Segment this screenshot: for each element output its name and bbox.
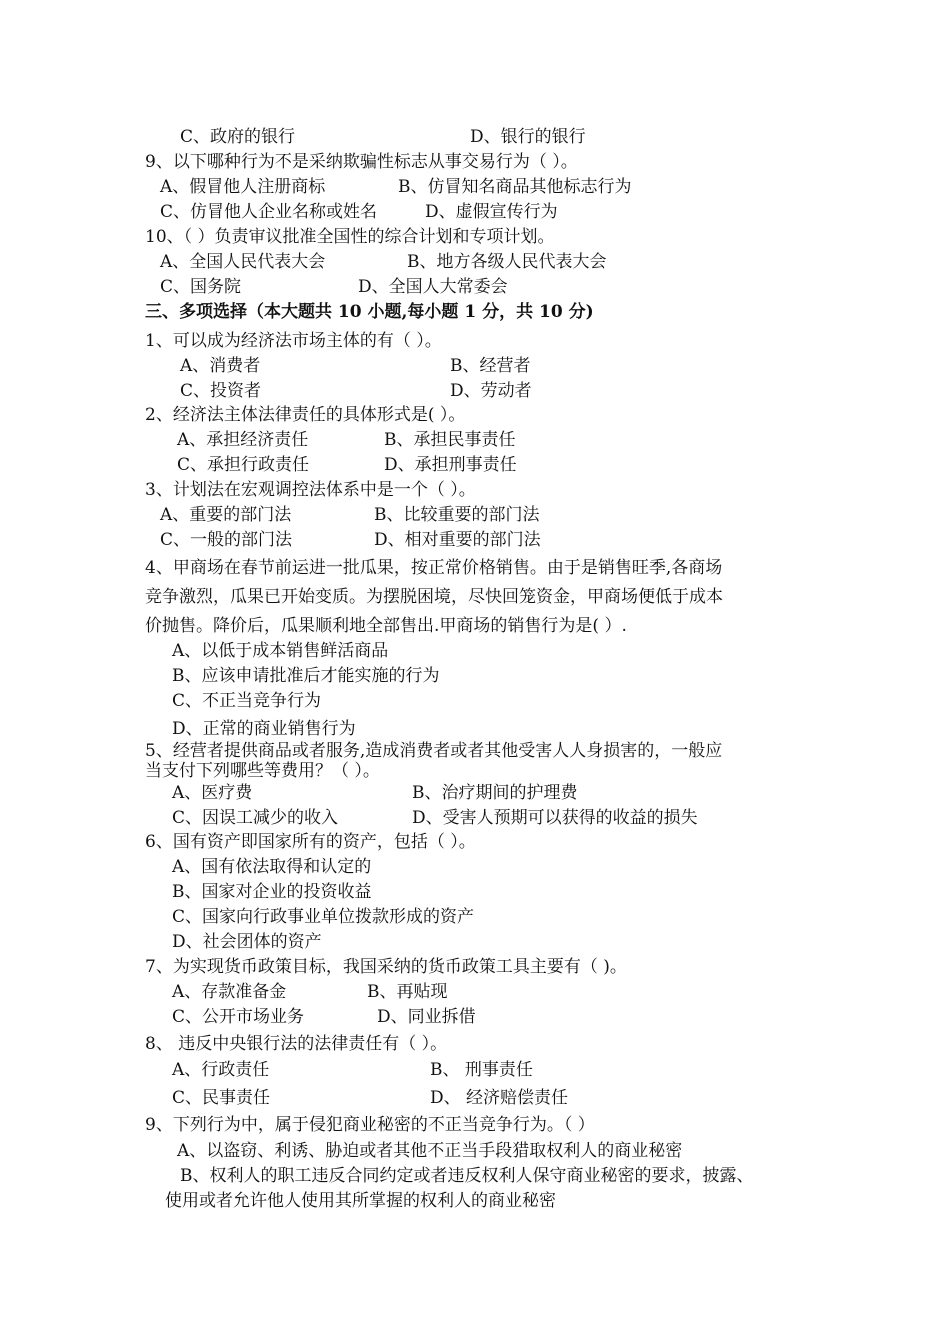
q10-option-d: D、全国人大常委会 bbox=[358, 277, 508, 297]
q10-stem: 10、（ ）负责审议批准全国性的综合计划和专项计划。 bbox=[145, 227, 555, 247]
section-heading: 三、多项选择（本大题共 10 小题,每小题 1 分，共 10 分) bbox=[145, 302, 594, 322]
mq2-option-d: D、承担刑事责任 bbox=[384, 455, 517, 475]
q10-option-c: C、国务院 bbox=[160, 277, 242, 297]
mq7-option-b: B、再贴现 bbox=[367, 982, 448, 1002]
mq2-stem: 2、经济法主体法律责任的具体形式是( ）。 bbox=[145, 405, 466, 425]
mq8-option-b: B、 刑事责任 bbox=[430, 1060, 533, 1080]
mq7-option-d: D、同业拆借 bbox=[377, 1007, 476, 1027]
mq5-option-a: A、医疗费 bbox=[172, 783, 253, 803]
mq8-option-c: C、民事责任 bbox=[172, 1088, 271, 1108]
q9-option-b: B、仿冒知名商品其他标志行为 bbox=[398, 177, 632, 197]
mq2-option-a: A、承担经济责任 bbox=[177, 430, 309, 450]
mq1-option-b: B、经营者 bbox=[450, 356, 531, 376]
mq2-option-c: C、承担行政责任 bbox=[177, 455, 310, 475]
mq8-option-a: A、行政责任 bbox=[172, 1060, 270, 1080]
q10-option-b: B、地方各级人民代表大会 bbox=[407, 252, 607, 272]
mq5-stem-line2: 当支付下列哪些等费用？（ ）。 bbox=[145, 761, 380, 781]
q9-stem: 9、以下哪种行为不是采纳欺骗性标志从事交易行为（ ）。 bbox=[145, 152, 578, 172]
mq9-stem: 9、下列行为中，属于侵犯商业秘密的不正当竞争行为。（ ） bbox=[145, 1115, 595, 1135]
mq1-option-d: D、劳动者 bbox=[450, 381, 532, 401]
mq9-option-b-line2: 使用或者允许他人使用其所掌握的权利人的商业秘密 bbox=[165, 1191, 556, 1211]
mq9-option-a: A、以盗窃、利诱、胁迫或者其他不正当手段猎取权利人的商业秘密 bbox=[177, 1141, 683, 1161]
mq4-option-b: B、应该申请批准后才能实施的行为 bbox=[172, 666, 440, 686]
mq3-option-c: C、一般的部门法 bbox=[160, 530, 293, 550]
mq1-stem: 1、可以成为经济法市场主体的有（ ）。 bbox=[145, 331, 442, 351]
mq7-option-a: A、存款准备金 bbox=[172, 982, 287, 1002]
mq6-option-b: B、国家对企业的投资收益 bbox=[172, 882, 372, 902]
q9-option-d: D、虚假宣传行为 bbox=[425, 202, 558, 222]
mq9-option-b-line1: B、权利人的职工违反合同约定或者违反权利人保守商业秘密的要求，披露、 bbox=[180, 1166, 754, 1186]
q9-option-c: C、仿冒他人企业名称或姓名 bbox=[160, 202, 378, 222]
mq3-stem: 3、计划法在宏观调控法体系中是一个（ ）。 bbox=[145, 480, 476, 500]
mq1-option-a: A、消费者 bbox=[180, 356, 261, 376]
mq2-option-b: B、承担民事责任 bbox=[384, 430, 516, 450]
mq6-stem: 6、国有资产即国家所有的资产，包括（ ）。 bbox=[145, 832, 476, 852]
mq1-option-c: C、投资者 bbox=[180, 381, 262, 401]
mq4-stem-line2: 竞争激烈，瓜果已开始变质。为摆脱困境，尽快回笼资金，甲商场便低于成本 bbox=[145, 587, 723, 607]
mq4-stem-line1: 4、甲商场在春节前运进一批瓜果，按正常价格销售。由于是销售旺季,各商场 bbox=[145, 558, 723, 578]
mq3-option-a: A、重要的部门法 bbox=[160, 505, 292, 525]
mq5-stem-line1: 5、经营者提供商品或者服务,造成消费者或者其他受害人人身损害的，一般应 bbox=[145, 741, 723, 761]
mq4-option-d: D、正常的商业销售行为 bbox=[172, 719, 356, 739]
mq5-option-d: D、受害人预期可以获得的收益的损失 bbox=[412, 808, 698, 828]
mq7-option-c: C、公开市场业务 bbox=[172, 1007, 305, 1027]
q9-option-a: A、假冒他人注册商标 bbox=[160, 177, 326, 197]
mq6-option-d: D、社会团体的资产 bbox=[172, 932, 322, 952]
mq4-stem-line3: 价抛售。降价后，瓜果顺利地全部售出.甲商场的销售行为是( ）. bbox=[145, 616, 627, 636]
mq5-option-b: B、治疗期间的护理费 bbox=[412, 783, 578, 803]
mq3-option-b: B、比较重要的部门法 bbox=[374, 505, 540, 525]
mq4-option-c: C、不正当竞争行为 bbox=[172, 691, 322, 711]
mq8-option-d: D、 经济赔偿责任 bbox=[430, 1088, 569, 1108]
mq8-stem: 8、 违反中央银行法的法律责任有（ ）。 bbox=[145, 1034, 448, 1054]
mq7-stem: 7、为实现货币政策目标，我国采纳的货币政策工具主要有（ )。 bbox=[145, 957, 627, 977]
q8-option-c: C、政府的银行 bbox=[180, 127, 296, 147]
mq3-option-d: D、相对重要的部门法 bbox=[374, 530, 541, 550]
q10-option-a: A、全国人民代表大会 bbox=[160, 252, 326, 272]
mq6-option-a: A、国有依法取得和认定的 bbox=[172, 857, 372, 877]
q8-option-d: D、银行的银行 bbox=[470, 127, 586, 147]
mq5-option-c: C、因误工减少的收入 bbox=[172, 808, 339, 828]
mq6-option-c: C、国家向行政事业单位拨款形成的资产 bbox=[172, 907, 475, 927]
mq4-option-a: A、以低于成本销售鲜活商品 bbox=[172, 641, 389, 661]
